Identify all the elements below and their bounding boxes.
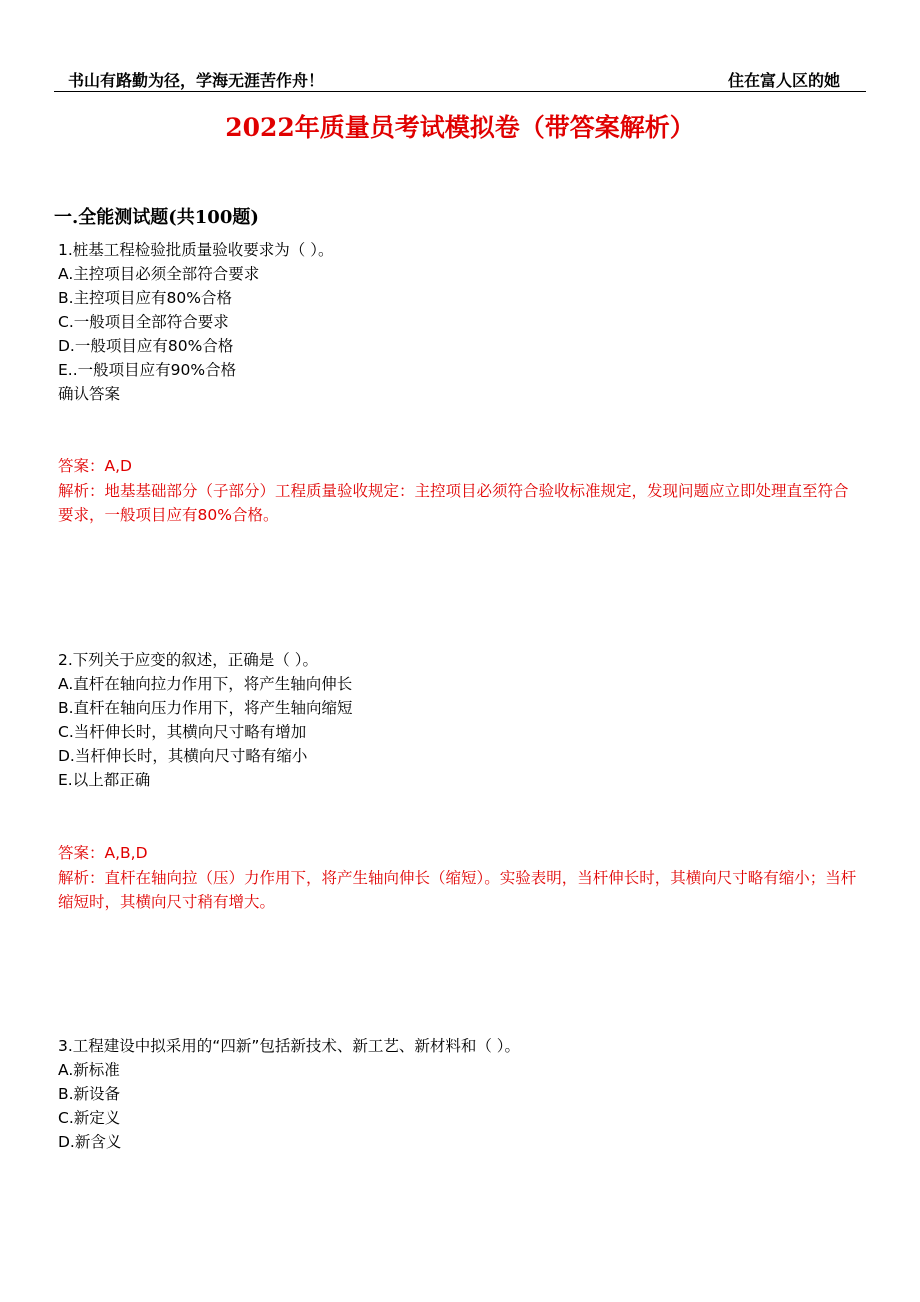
option-e: E.以上都正确: [58, 771, 151, 789]
option-b: B.新设备: [58, 1085, 121, 1103]
option-e: E..一般项目应有90%合格: [58, 361, 237, 379]
question-stem: 2.下列关于应变的叙述，正确是（ ）。: [58, 651, 318, 669]
option-b: B.主控项目应有80%合格: [58, 289, 233, 307]
header-divider: [54, 91, 866, 92]
section-title: 一.全能测试题(共100题): [54, 207, 259, 228]
option-d: D.新含义: [58, 1133, 122, 1151]
analysis-text: 解析：直杆在轴向拉（压）力作用下，将产生轴向伸长（缩短）。实验表明，当杆伸长时，其横向尺寸略有缩小；当杆缩短时，其横向尺寸稍有增大。: [58, 869, 857, 911]
option-c: C.一般项目全部符合要求: [58, 313, 229, 331]
question-stem: 3.工程建设中拟采用的“四新”包括新技术、新工艺、新材料和（ ）。: [58, 1037, 521, 1055]
answer-text: 答案：A,D: [58, 457, 132, 475]
header-author: 住在富人区的她: [727, 71, 840, 90]
option-b: B.直杆在轴向压力作用下，将产生轴向缩短: [58, 699, 353, 717]
option-c: C.新定义: [58, 1109, 121, 1127]
option-a: A.直杆在轴向拉力作用下，将产生轴向伸长: [58, 675, 353, 693]
question-stem: 1.桩基工程检验批质量验收要求为（ ）。: [58, 241, 334, 259]
answer-text: 答案：A,B,D: [58, 844, 148, 862]
option-d: D.当杆伸长时，其横向尺寸略有缩小: [58, 747, 308, 765]
document-title: 2022年质量员考试模拟卷（带答案解析）: [225, 113, 695, 142]
header-motto: 书山有路勤为径，学海无涯苦作舟！: [68, 71, 325, 90]
option-c: C.当杆伸长时，其横向尺寸略有增加: [58, 723, 307, 741]
analysis-text: 解析：地基基础部分（子部分）工程质量验收规定：主控项目必须符合验收标准规定，发现问题应立即处理直至符合要求，一般项目应有80%合格。: [58, 482, 849, 524]
confirm-answer-link[interactable]: 确认答案: [58, 385, 121, 403]
option-d: D.一般项目应有80%合格: [58, 337, 234, 355]
option-a: A.新标准: [58, 1061, 120, 1079]
option-a: A.主控项目必须全部符合要求: [58, 265, 260, 283]
